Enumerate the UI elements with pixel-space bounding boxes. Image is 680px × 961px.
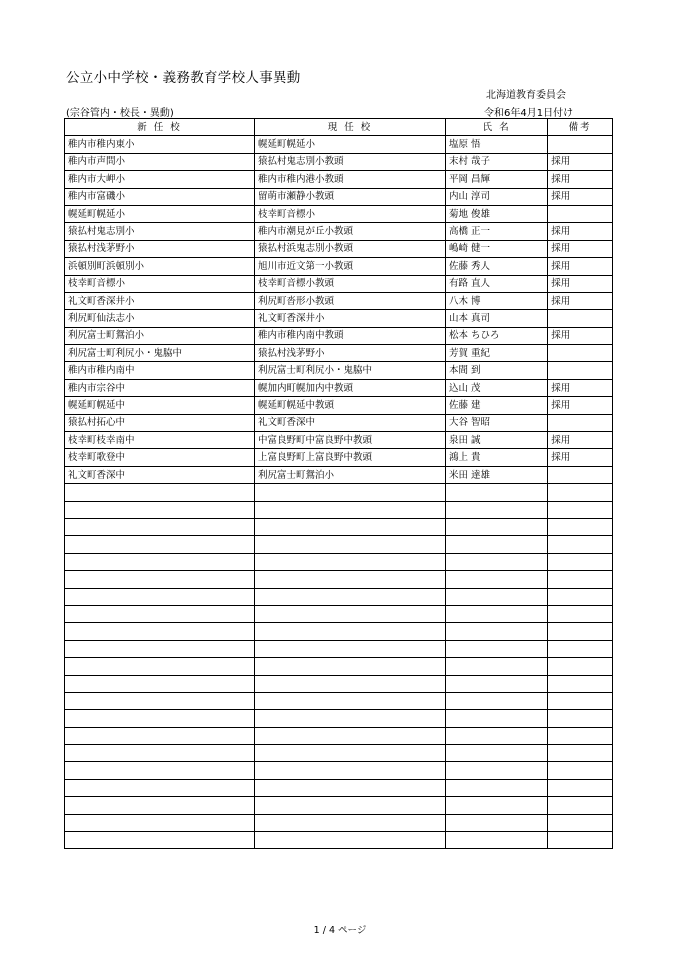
remarks-cell: 採用 bbox=[548, 258, 613, 275]
remarks-cell bbox=[548, 588, 613, 605]
current-school-cell: 猿払村鬼志別小教頭 bbox=[254, 153, 445, 170]
remarks-cell: 採用 bbox=[548, 240, 613, 257]
new-school-cell: 利尻町仙法志小 bbox=[65, 310, 255, 327]
name-cell bbox=[445, 571, 547, 588]
new-school-cell: 稚内市富磯小 bbox=[65, 188, 255, 205]
current-school-cell: 利尻町沓形小教頭 bbox=[254, 292, 445, 309]
table-header-row bbox=[65, 119, 613, 136]
name-cell bbox=[445, 553, 547, 570]
new-school-cell: 稚内市宗谷中 bbox=[65, 379, 255, 396]
new-school-cell bbox=[65, 797, 255, 814]
table-row bbox=[65, 466, 613, 483]
current-school-cell: 稚内市稚内港小教頭 bbox=[254, 171, 445, 188]
new-school-cell bbox=[65, 623, 255, 640]
current-school-cell bbox=[254, 710, 445, 727]
current-school-cell: 利尻富士町鴛泊小 bbox=[254, 466, 445, 483]
table-row bbox=[65, 205, 613, 222]
remarks-cell bbox=[548, 501, 613, 518]
current-school-cell: 中富良野町中富良野中教頭 bbox=[254, 432, 445, 449]
remarks-cell: 採用 bbox=[548, 188, 613, 205]
name-cell bbox=[445, 779, 547, 796]
new-school-cell: 利尻富士町鴛泊小 bbox=[65, 327, 255, 344]
name-cell: 山本 真司 bbox=[445, 310, 547, 327]
new-school-cell bbox=[65, 814, 255, 831]
name-cell: 有路 直人 bbox=[445, 275, 547, 292]
new-school-cell bbox=[65, 571, 255, 588]
current-school-cell bbox=[254, 588, 445, 605]
name-cell: 大谷 智昭 bbox=[445, 414, 547, 431]
name-cell bbox=[445, 623, 547, 640]
table-row bbox=[65, 327, 613, 344]
remarks-cell bbox=[548, 605, 613, 622]
current-school-cell bbox=[254, 501, 445, 518]
current-school-cell: 留萌市瀬静小教頭 bbox=[254, 188, 445, 205]
current-school-cell: 稚内市稚内南中教頭 bbox=[254, 327, 445, 344]
table-row bbox=[65, 379, 613, 396]
current-school-cell: 上富良野町上富良野中教頭 bbox=[254, 449, 445, 466]
current-school-cell: 礼文町香深中 bbox=[254, 414, 445, 431]
table-row bbox=[65, 153, 613, 170]
remarks-cell: 採用 bbox=[548, 449, 613, 466]
current-school-cell bbox=[254, 536, 445, 553]
name-cell bbox=[445, 658, 547, 675]
current-school-cell bbox=[254, 692, 445, 709]
remarks-cell bbox=[548, 310, 613, 327]
name-cell: 本間 到 bbox=[445, 362, 547, 379]
name-cell: 佐藤 秀人 bbox=[445, 258, 547, 275]
current-school-cell: 幌加内町幌加内中教頭 bbox=[254, 379, 445, 396]
table-row bbox=[65, 414, 613, 431]
current-school-cell bbox=[254, 571, 445, 588]
name-cell bbox=[445, 745, 547, 762]
column-header-remarks: 備考 bbox=[548, 119, 613, 136]
new-school-cell: 枝幸町歌登中 bbox=[65, 449, 255, 466]
remarks-cell bbox=[548, 640, 613, 657]
current-school-cell: 礼文町香深井小 bbox=[254, 310, 445, 327]
current-school-cell: 利尻富士町利尻小・鬼脇中 bbox=[254, 362, 445, 379]
remarks-cell: 採用 bbox=[548, 379, 613, 396]
page-number: 1 / 4 ページ bbox=[313, 925, 367, 936]
remarks-cell bbox=[548, 484, 613, 501]
table-body bbox=[65, 136, 613, 849]
remarks-cell bbox=[548, 779, 613, 796]
remarks-cell bbox=[548, 466, 613, 483]
new-school-cell bbox=[65, 727, 255, 744]
current-school-cell: 旭川市近文第一小教頭 bbox=[254, 258, 445, 275]
current-school-cell bbox=[254, 762, 445, 779]
new-school-cell bbox=[65, 536, 255, 553]
name-cell: 内山 淳司 bbox=[445, 188, 547, 205]
table-row bbox=[65, 397, 613, 414]
remarks-cell bbox=[548, 745, 613, 762]
name-cell bbox=[445, 762, 547, 779]
current-school-cell bbox=[254, 658, 445, 675]
name-cell bbox=[445, 727, 547, 744]
remarks-cell bbox=[548, 136, 613, 153]
remarks-cell bbox=[548, 205, 613, 222]
empty-table-row bbox=[65, 605, 613, 622]
remarks-cell: 採用 bbox=[548, 397, 613, 414]
remarks-cell bbox=[548, 571, 613, 588]
new-school-cell bbox=[65, 501, 255, 518]
name-cell: 松本 ちひろ bbox=[445, 327, 547, 344]
table-row bbox=[65, 449, 613, 466]
table-row bbox=[65, 362, 613, 379]
table-row bbox=[65, 275, 613, 292]
current-school-cell bbox=[254, 779, 445, 796]
name-cell: 八木 博 bbox=[445, 292, 547, 309]
remarks-cell: 採用 bbox=[548, 292, 613, 309]
remarks-cell: 採用 bbox=[548, 432, 613, 449]
new-school-cell: 稚内市稚内東小 bbox=[65, 136, 255, 153]
current-school-cell: 幌延町幌延中教頭 bbox=[254, 397, 445, 414]
issuer: 北海道教育委員会 bbox=[486, 90, 566, 101]
empty-table-row bbox=[65, 675, 613, 692]
new-school-cell bbox=[65, 658, 255, 675]
current-school-cell bbox=[254, 553, 445, 570]
new-school-cell: 稚内市稚内南中 bbox=[65, 362, 255, 379]
name-cell bbox=[445, 588, 547, 605]
new-school-cell bbox=[65, 588, 255, 605]
empty-table-row bbox=[65, 518, 613, 535]
empty-table-row bbox=[65, 501, 613, 518]
name-cell bbox=[445, 484, 547, 501]
empty-table-row bbox=[65, 814, 613, 831]
name-cell bbox=[445, 605, 547, 622]
effective-date: 令和6年4月1日付け bbox=[484, 108, 574, 119]
current-school-cell: 猿払村浅茅野小 bbox=[254, 345, 445, 362]
remarks-cell bbox=[548, 362, 613, 379]
page-title: 公立小中学校・義務教育学校人事異動 bbox=[66, 70, 301, 86]
new-school-cell: 猿払村拓心中 bbox=[65, 414, 255, 431]
name-cell bbox=[445, 675, 547, 692]
table-row bbox=[65, 223, 613, 240]
name-cell bbox=[445, 797, 547, 814]
name-cell bbox=[445, 814, 547, 831]
new-school-cell bbox=[65, 745, 255, 762]
new-school-cell bbox=[65, 710, 255, 727]
name-cell bbox=[445, 518, 547, 535]
new-school-cell bbox=[65, 779, 255, 796]
name-cell bbox=[445, 692, 547, 709]
name-cell bbox=[445, 710, 547, 727]
table-row bbox=[65, 292, 613, 309]
remarks-cell bbox=[548, 553, 613, 570]
current-school-cell: 枝幸町音標小 bbox=[254, 205, 445, 222]
empty-table-row bbox=[65, 553, 613, 570]
table-row bbox=[65, 345, 613, 362]
table-row bbox=[65, 432, 613, 449]
empty-table-row bbox=[65, 571, 613, 588]
remarks-cell bbox=[548, 797, 613, 814]
new-school-cell: 幌延町幌延中 bbox=[65, 397, 255, 414]
remarks-cell: 採用 bbox=[548, 275, 613, 292]
remarks-cell: 採用 bbox=[548, 171, 613, 188]
current-school-cell: 稚内市潮見が丘小教頭 bbox=[254, 223, 445, 240]
name-cell: 込山 茂 bbox=[445, 379, 547, 396]
current-school-cell: 幌延町幌延小 bbox=[254, 136, 445, 153]
name-cell: 平岡 昌輝 bbox=[445, 171, 547, 188]
column-header-current-school: 現 任 校 bbox=[254, 119, 445, 136]
table-row bbox=[65, 171, 613, 188]
name-cell bbox=[445, 536, 547, 553]
empty-table-row bbox=[65, 692, 613, 709]
new-school-cell bbox=[65, 553, 255, 570]
current-school-cell bbox=[254, 518, 445, 535]
current-school-cell bbox=[254, 484, 445, 501]
new-school-cell bbox=[65, 762, 255, 779]
empty-table-row bbox=[65, 832, 613, 849]
scope-label: (宗谷管内・校長・異動) bbox=[66, 108, 174, 119]
name-cell: 泉田 誠 bbox=[445, 432, 547, 449]
new-school-cell: 幌延町幌延小 bbox=[65, 205, 255, 222]
new-school-cell bbox=[65, 605, 255, 622]
table-row bbox=[65, 136, 613, 153]
new-school-cell: 枝幸町枝幸南中 bbox=[65, 432, 255, 449]
remarks-cell bbox=[548, 832, 613, 849]
remarks-cell bbox=[548, 762, 613, 779]
remarks-cell: 採用 bbox=[548, 153, 613, 170]
column-header-name: 氏 名 bbox=[445, 119, 547, 136]
remarks-cell: 採用 bbox=[548, 327, 613, 344]
empty-table-row bbox=[65, 536, 613, 553]
new-school-cell bbox=[65, 640, 255, 657]
name-cell bbox=[445, 832, 547, 849]
transfer-table bbox=[64, 118, 613, 849]
empty-table-row bbox=[65, 588, 613, 605]
empty-table-row bbox=[65, 727, 613, 744]
current-school-cell bbox=[254, 814, 445, 831]
remarks-cell: 採用 bbox=[548, 223, 613, 240]
current-school-cell bbox=[254, 832, 445, 849]
new-school-cell bbox=[65, 692, 255, 709]
current-school-cell bbox=[254, 797, 445, 814]
remarks-cell bbox=[548, 536, 613, 553]
new-school-cell bbox=[65, 832, 255, 849]
new-school-cell bbox=[65, 484, 255, 501]
remarks-cell bbox=[548, 692, 613, 709]
remarks-cell bbox=[548, 727, 613, 744]
name-cell: 米田 達雄 bbox=[445, 466, 547, 483]
new-school-cell: 礼文町香深井小 bbox=[65, 292, 255, 309]
remarks-cell bbox=[548, 345, 613, 362]
name-cell: 末村 哉子 bbox=[445, 153, 547, 170]
new-school-cell: 猿払村浅茅野小 bbox=[65, 240, 255, 257]
name-cell bbox=[445, 640, 547, 657]
current-school-cell: 猿払村浜鬼志別小教頭 bbox=[254, 240, 445, 257]
new-school-cell bbox=[65, 518, 255, 535]
remarks-cell bbox=[548, 710, 613, 727]
name-cell: 菊地 俊雄 bbox=[445, 205, 547, 222]
current-school-cell bbox=[254, 605, 445, 622]
remarks-cell bbox=[548, 675, 613, 692]
remarks-cell bbox=[548, 414, 613, 431]
name-cell bbox=[445, 501, 547, 518]
current-school-cell bbox=[254, 727, 445, 744]
name-cell: 佐藤 建 bbox=[445, 397, 547, 414]
empty-table-row bbox=[65, 710, 613, 727]
current-school-cell bbox=[254, 745, 445, 762]
table-row bbox=[65, 240, 613, 257]
current-school-cell: 枝幸町音標小教頭 bbox=[254, 275, 445, 292]
new-school-cell: 利尻富士町利尻小・鬼脇中 bbox=[65, 345, 255, 362]
remarks-cell bbox=[548, 518, 613, 535]
empty-table-row bbox=[65, 640, 613, 657]
current-school-cell bbox=[254, 623, 445, 640]
empty-table-row bbox=[65, 797, 613, 814]
current-school-cell bbox=[254, 640, 445, 657]
remarks-cell bbox=[548, 658, 613, 675]
name-cell: 高橋 正一 bbox=[445, 223, 547, 240]
name-cell: 塩原 悟 bbox=[445, 136, 547, 153]
new-school-cell bbox=[65, 675, 255, 692]
empty-table-row bbox=[65, 623, 613, 640]
name-cell: 嶋崎 健一 bbox=[445, 240, 547, 257]
remarks-cell bbox=[548, 814, 613, 831]
column-header-new-school: 新 任 校 bbox=[65, 119, 255, 136]
new-school-cell: 枝幸町音標小 bbox=[65, 275, 255, 292]
table-row bbox=[65, 310, 613, 327]
current-school-cell bbox=[254, 675, 445, 692]
new-school-cell: 礼文町香深中 bbox=[65, 466, 255, 483]
empty-table-row bbox=[65, 484, 613, 501]
new-school-cell: 猿払村鬼志別小 bbox=[65, 223, 255, 240]
new-school-cell: 稚内市大岬小 bbox=[65, 171, 255, 188]
table-row bbox=[65, 188, 613, 205]
name-cell: 芳賀 重紀 bbox=[445, 345, 547, 362]
remarks-cell bbox=[548, 623, 613, 640]
empty-table-row bbox=[65, 745, 613, 762]
new-school-cell: 稚内市声問小 bbox=[65, 153, 255, 170]
empty-table-row bbox=[65, 762, 613, 779]
name-cell: 鴻上 貴 bbox=[445, 449, 547, 466]
empty-table-row bbox=[65, 658, 613, 675]
empty-table-row bbox=[65, 779, 613, 796]
table-row bbox=[65, 258, 613, 275]
new-school-cell: 浜頓別町浜頓別小 bbox=[65, 258, 255, 275]
